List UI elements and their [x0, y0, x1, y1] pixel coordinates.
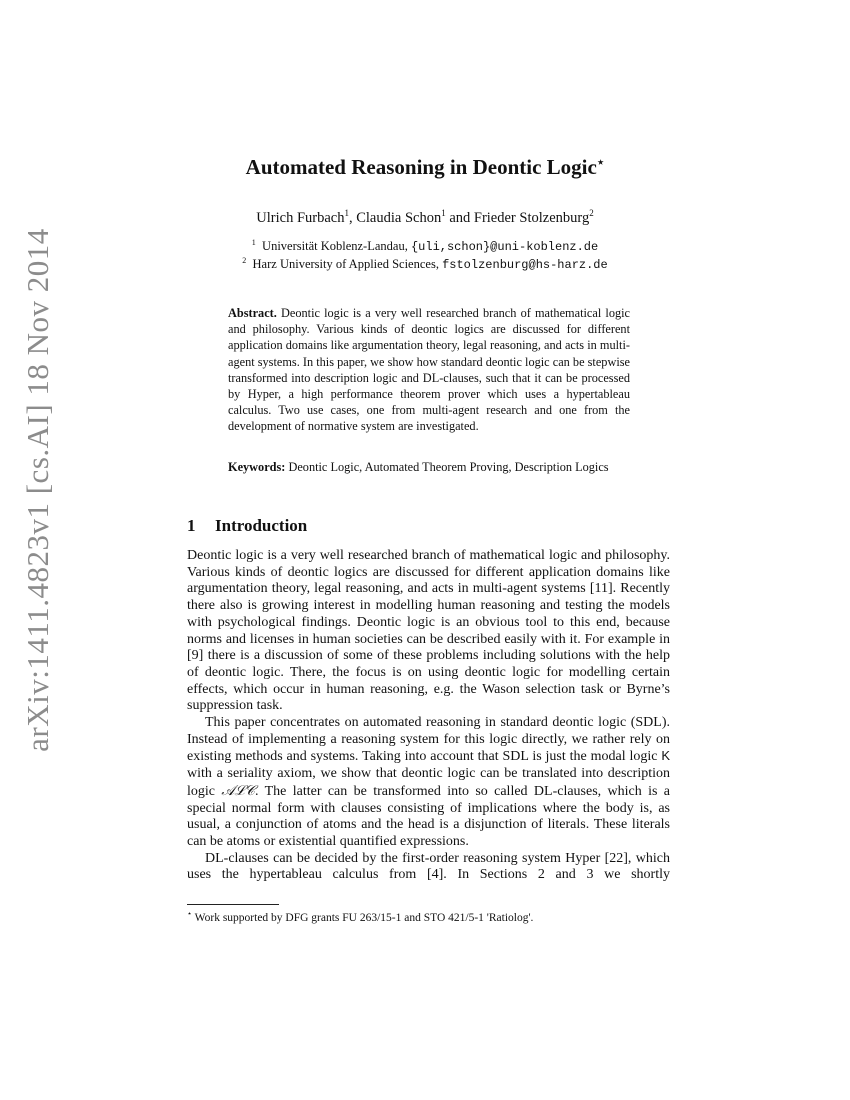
footnote	[187, 909, 533, 924]
affiliation-email: fstolzenburg@hs-harz.de	[442, 258, 608, 273]
paragraph: Deontic logic is a very well researched branch of mathematical logic and philosophy. Various kinds of deontic logics are discussed for different application domains like argumentation theory, legal reasoning, and acts in multi-agent systems [11]. Recently there also is growing interest in modelling human reasoning and testing the models with psychological findings. Deontic logic is an obvious tool to this end, because norms and licenses in human societies can be described easily with it. For example in [9] there is a discussion of some of these problems including solutions with the help of deontic logic. There, the focus is on using deontic logic for modelling certain effects, which occur in human reasoning, e.g. the Wason selection task or Byrne’s suppression task.	[187, 548, 670, 714]
title-text: Automated Reasoning in Deontic Logic	[245, 155, 597, 179]
affiliation-mark: 1	[251, 238, 256, 247]
title-footnote-mark: ⋆	[596, 155, 605, 169]
paragraph: DL-clauses can be decided by the first-order reasoning system Hyper [22], which uses the hypertableau calculus from [4]. In Sections 2 and 3 we shortly	[187, 850, 670, 883]
abstract-text: Deontic logic is a very well researched branch of mathematical logic and philosophy. Various kinds of deontic logics are discussed for different application domains like argumentation theory, legal reasoning, and acts in multi-agent systems. In this paper, we show how standard deontic logic can be stepwise transformed into description logic and DL-clauses, such that it can be processed by Hyper, a high performance theorem prover which uses a hypertableau calculus. Two use cases, one from multi-agent research and one from the development of normative system are investigated.	[228, 306, 630, 434]
paragraph-text: . The latter can be transformed into so called DL-clauses, which is a special normal form with clauses consisting of implications where the body is, as usual, a conjunction of atoms and the head is a disjunction of literals. These literals can be atoms or existential quantified expressions.	[187, 783, 670, 849]
modal-logic-symbol: K	[661, 748, 670, 764]
author-affiliation-mark: 1	[441, 208, 446, 218]
paragraph-text: This paper concentrates on automated reasoning in standard deontic logic (SDL). Instead of implementing a reasoning system for this logic directly, we rather rely on existing methods and systems. Taking into account that SDL is just the modal logic	[187, 715, 670, 765]
affiliation-mark: 2	[242, 256, 247, 265]
footnote-divider	[187, 904, 279, 905]
section-heading	[187, 516, 307, 536]
author-list	[150, 208, 700, 227]
author-separator: ,	[348, 209, 357, 226]
footnote-mark: ⋆	[187, 909, 193, 918]
section-number: 1	[187, 516, 196, 535]
description-logic-symbol: 𝒜ℒ𝒞	[221, 782, 255, 799]
introduction-body	[187, 548, 670, 884]
author-name: Claudia Schon	[356, 209, 442, 226]
author-affiliation-mark: 2	[589, 208, 594, 218]
keywords-label: Keywords:	[228, 460, 286, 474]
author-name: Ulrich Furbach	[256, 209, 345, 226]
paper-title	[150, 155, 700, 180]
arxiv-stamp-text: arXiv:1411.4823v1 [cs.AI] 18 Nov 2014	[19, 228, 55, 752]
keywords	[228, 459, 630, 475]
author-separator: and	[445, 209, 474, 226]
keywords-text: Deontic Logic, Automated Theorem Proving, Description Logics	[288, 460, 609, 474]
affiliation-name: Harz University of Applied Sciences,	[252, 257, 443, 272]
footnote-text: Work supported by DFG grants FU 263/15-1 and STO 421/5-1 'Ratiolog'.	[192, 911, 534, 924]
author-name: Frieder Stolzenburg	[473, 209, 590, 226]
arxiv-identifier-stamp	[10, 228, 65, 752]
abstract	[228, 305, 630, 435]
abstract-label: Abstract.	[228, 306, 277, 320]
author-affiliation-mark: 1	[344, 208, 349, 218]
affiliation-email: {uli,schon}@uni-koblenz.de	[410, 240, 599, 255]
affiliation-1	[150, 238, 700, 254]
section-title: Introduction	[215, 516, 308, 535]
affiliation-2	[150, 256, 700, 272]
affiliation-name: Universität Koblenz-Landau,	[262, 239, 411, 254]
paragraph-text: with a seriality axiom, we show that deontic logic can be translated into description logic	[187, 766, 670, 799]
paragraph	[187, 715, 670, 851]
